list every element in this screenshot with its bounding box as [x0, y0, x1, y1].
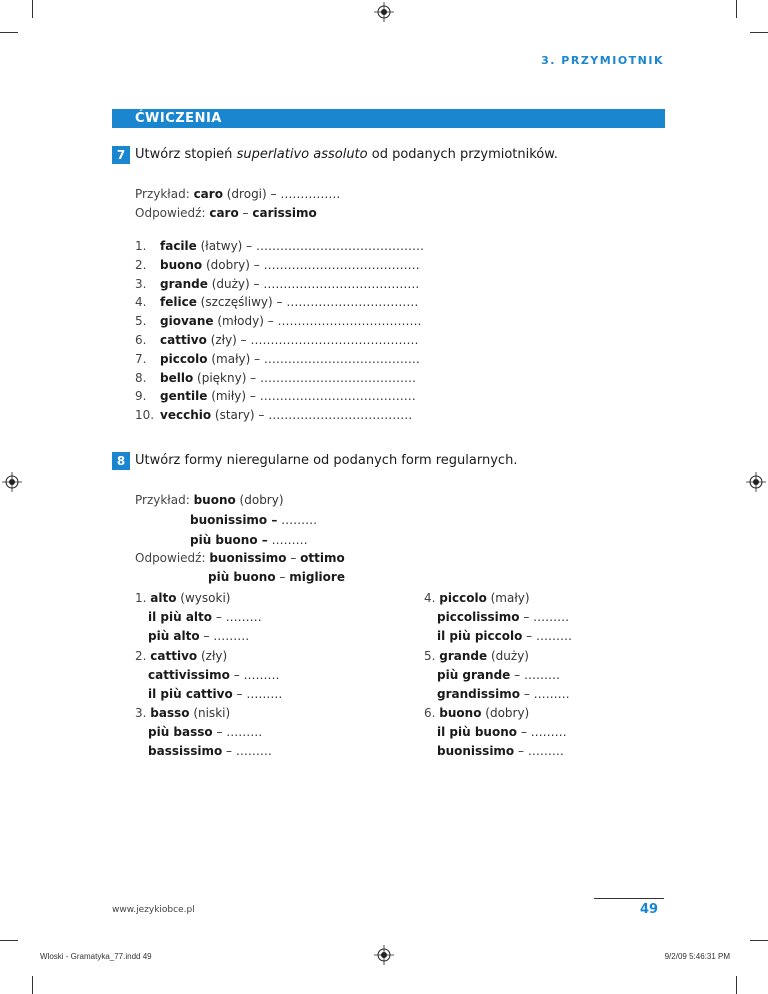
item-rest: (młody) – ………………………………: [213, 314, 422, 329]
list-item: [135, 258, 420, 272]
list-item: [135, 706, 230, 720]
item-form: cattivissimo: [148, 667, 230, 682]
answer-line: [208, 570, 345, 584]
list-item: [148, 725, 262, 739]
blank-dots: – ………: [212, 610, 262, 625]
item-rest: (miły) – …………………………………: [207, 389, 416, 404]
list-item: [135, 649, 227, 663]
example-line: [190, 533, 308, 547]
blank-dots: – ………: [232, 686, 283, 701]
item-gloss: (duży): [487, 648, 529, 663]
list-item: [135, 277, 419, 291]
item-number: 9.: [135, 389, 147, 404]
exercise-instruction: Utwórz formy nieregularne od podanych form regularnych.: [135, 453, 518, 468]
item-number: 1.: [135, 591, 147, 605]
item-word: buono: [439, 706, 482, 720]
list-item: [437, 668, 560, 682]
item-number: 2.: [135, 257, 147, 272]
answer-dash: –: [286, 551, 301, 565]
blank-dots: – ………: [212, 725, 263, 740]
item-number: 7.: [135, 351, 147, 366]
item-word: facile: [160, 239, 197, 253]
list-item: [424, 591, 530, 605]
exercise-instruction: [135, 147, 558, 162]
list-item: [437, 629, 572, 643]
item-word: buono: [160, 257, 203, 272]
answer-line: [135, 551, 345, 565]
item-word: grande: [439, 648, 488, 663]
list-item: [437, 744, 564, 758]
item-gloss: (dobry): [481, 706, 530, 720]
answer-label: Odpowiedź:: [135, 551, 206, 565]
list-item: [135, 295, 418, 309]
item-rest: (łatwy) – ……………………………………: [196, 239, 424, 253]
registration-mark-icon: [746, 472, 766, 492]
item-number: 6.: [135, 333, 147, 347]
item-word: bello: [160, 370, 194, 385]
item-form: più grande: [437, 667, 511, 682]
answer-form: più buono: [208, 570, 276, 584]
list-item: [135, 333, 419, 347]
item-form: il più piccolo: [437, 629, 523, 644]
list-item: [135, 371, 416, 385]
item-form: il più alto: [148, 610, 213, 625]
answer-line: [135, 206, 317, 220]
crop-mark: [750, 940, 768, 941]
answer-dash: –: [238, 206, 253, 220]
answer-result: ottimo: [300, 551, 345, 565]
list-item: [135, 408, 412, 422]
list-item: [135, 314, 422, 328]
blank-dots: – ………: [522, 629, 572, 644]
answer-result: carissimo: [252, 206, 317, 220]
instruction-text: Utwórz stopień: [135, 147, 237, 162]
blank-dots: ………: [267, 533, 308, 547]
list-item: [437, 725, 567, 739]
chapter-title: 3. PRZYMIOTNIK: [541, 54, 664, 67]
list-item: [148, 610, 262, 624]
item-number: 4.: [135, 295, 147, 310]
registration-mark-icon: [374, 2, 394, 22]
item-word: vecchio: [160, 408, 212, 423]
exercise-number: 8: [112, 452, 130, 470]
list-item: [437, 610, 569, 624]
item-form: buonissimo: [437, 744, 515, 759]
example-line: [190, 513, 317, 527]
item-form: bassissimo: [148, 744, 223, 759]
item-form: grandissimo: [437, 686, 520, 701]
answer-word: caro: [209, 206, 239, 220]
example-label: Przykład:: [135, 493, 190, 507]
list-item: [148, 687, 282, 701]
list-item: [437, 687, 570, 701]
answer-form: buonissimo: [209, 551, 287, 565]
print-slug-date: 9/2/09 5:46:31 PM: [664, 952, 730, 961]
item-rest: (piękny) – …………………………………: [193, 370, 416, 385]
blank-dots: – ………: [229, 667, 280, 682]
instruction-text: od podanych przymiotników.: [367, 147, 558, 162]
example-word: caro: [193, 187, 223, 201]
item-form: piccolissimo: [437, 610, 520, 625]
item-number: 5.: [135, 314, 147, 329]
item-form: il più cattivo: [148, 686, 233, 701]
answer-label: Odpowiedź:: [135, 206, 206, 220]
item-form: più basso: [148, 725, 213, 740]
item-number: 1.: [135, 239, 147, 253]
item-gloss: (wysoki): [176, 591, 231, 605]
list-item: [135, 239, 424, 253]
blank-dots: – ………: [519, 610, 570, 625]
blank-dots: ………: [277, 513, 318, 527]
list-item: [424, 706, 529, 720]
item-number: 4.: [424, 591, 436, 605]
item-rest: (dobry) – …………………………………: [202, 257, 420, 272]
crop-mark: [32, 976, 33, 994]
exercise-number: 7: [112, 146, 130, 164]
crop-mark: [0, 940, 18, 941]
example-line: [135, 493, 284, 507]
item-word: piccolo: [439, 591, 487, 605]
blank-dots: – ………: [520, 686, 570, 701]
item-gloss: (mały): [486, 591, 530, 605]
item-rest: (stary) – ………………………………: [211, 408, 413, 423]
list-item: [135, 352, 420, 366]
item-gloss: (niski): [189, 706, 231, 720]
crop-mark: [736, 976, 737, 994]
item-word: cattivo: [160, 333, 207, 347]
list-item: [424, 649, 529, 663]
blank-dots: – ………: [514, 744, 564, 759]
example-form: più buono –: [190, 533, 268, 547]
crop-mark: [750, 32, 768, 33]
item-word: basso: [150, 706, 190, 720]
blank-dots: – ………: [517, 725, 567, 740]
blank-dots: – ………: [222, 744, 272, 759]
item-word: grande: [160, 276, 208, 291]
item-form: più alto: [148, 629, 200, 644]
blank-dots: – ………: [199, 629, 250, 644]
answer-result: migliore: [289, 570, 345, 584]
registration-mark-icon: [2, 472, 22, 492]
page-number: 49: [640, 902, 659, 917]
item-number: 5.: [424, 648, 436, 663]
item-number: 8.: [135, 370, 147, 385]
example-gloss: (dobry): [235, 493, 284, 507]
item-form: il più buono: [437, 725, 517, 740]
item-word: felice: [160, 295, 197, 310]
item-word: alto: [150, 591, 177, 605]
item-rest: (szczęśliwy) – ……………………………: [196, 295, 419, 310]
item-number: 6.: [424, 706, 436, 720]
item-word: giovane: [160, 314, 214, 329]
item-number: 3.: [135, 276, 147, 291]
item-gloss: (zły): [197, 648, 228, 663]
answer-dash: –: [275, 570, 290, 584]
list-item: [135, 591, 230, 605]
item-number: 10.: [135, 408, 155, 423]
item-rest: (mały) – …………………………………: [207, 351, 420, 366]
item-rest: (zły) – ……………………………………: [206, 333, 419, 347]
example-line: [135, 187, 340, 201]
crop-mark: [736, 0, 737, 18]
item-word: cattivo: [150, 648, 198, 663]
crop-mark: [32, 0, 33, 18]
section-title: ĆWICZENIA: [135, 111, 222, 126]
example-rest: (drogi) – ……………: [222, 187, 341, 201]
list-item: [148, 668, 280, 682]
footer-url: www.jezykiobce.pl: [112, 905, 195, 915]
example-form: buonissimo –: [190, 513, 278, 527]
crop-mark: [0, 32, 18, 33]
print-slug-file: Wloski - Gramatyka_77.indd 49: [40, 952, 152, 961]
item-word: gentile: [160, 389, 208, 404]
list-item: [148, 629, 249, 643]
registration-mark-icon: [374, 945, 394, 965]
example-word: buono: [193, 493, 236, 507]
list-item: [135, 389, 416, 403]
item-number: 2.: [135, 648, 147, 663]
item-rest: (duży) – …………………………………: [207, 276, 420, 291]
item-word: piccolo: [160, 351, 208, 366]
blank-dots: – ………: [510, 667, 560, 682]
example-label: Przykład:: [135, 187, 190, 201]
item-number: 3.: [135, 706, 147, 720]
list-item: [148, 744, 272, 758]
page-number-rule: [594, 898, 664, 899]
instruction-emphasis: superlativo assoluto: [236, 147, 368, 162]
